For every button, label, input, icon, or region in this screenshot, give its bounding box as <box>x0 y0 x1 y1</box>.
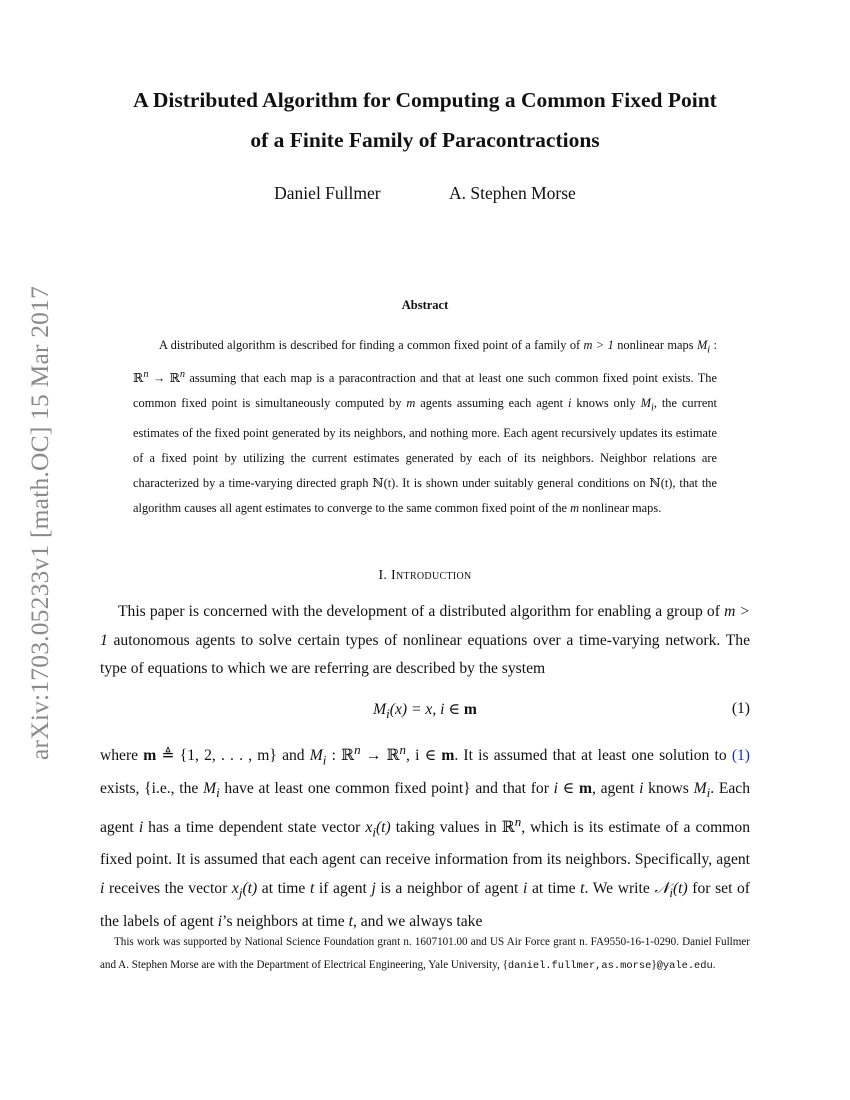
section-title: Introduction <box>391 568 472 583</box>
abstract-heading: Abstract <box>401 298 449 312</box>
section-heading <box>0 568 850 584</box>
paper-title-line-1: A Distributed Algorithm for Computing a Common Fixed Point <box>133 88 717 112</box>
footnote: This work was supported by National Science Foundation grant n. 1607101.00 and US Air Force grant n. FA9550-16-1-0290. Daniel Fullmer and A. Stephen Morse are with the Department of Electrical Engineering, Yale University, {daniel.fullmer,as.morse}@yale.edu. <box>100 936 750 973</box>
equation-reference-link[interactable]: (1) <box>731 747 750 765</box>
equation-number: (1) <box>731 700 750 717</box>
intro-paragraph-1: This paper is concerned with the development of a distributed algorithm for enabling a group of m > 1 autonomous agents to solve certain types of nonlinear equations over a time-varying network. The type of equations to which we are referring are described by the system <box>100 603 751 678</box>
equation-body: $M_i(x) = x$, i ∈ m <box>373 701 477 722</box>
author-list <box>0 181 850 205</box>
author-name: A. Stephen Morse <box>448 183 576 203</box>
paper-title-line-2: of a Finite Family of Paracontractions <box>250 128 600 152</box>
equation-1 <box>100 700 750 724</box>
arxiv-side-stamp <box>22 240 58 760</box>
arxiv-identifier: arXiv:1703.05233v1 [math.OC] 15 Mar 2017 <box>25 285 54 760</box>
intro-paragraph-2: where m ≜ {1, 2, . . . , m} and $M_i$ : ℝ$^n$ → ℝ$^n$, i ∈ m. It is assumed that at least one solution to (1) exists, {i.e., the $M_i$ have at least one common fixed point} and that for i ∈ m, agent i knows $M_i$. Each agent i has a time dependent state vector $x_i(t)$ taking values in ℝ$^n$, which is its estimate of a common fixed point. It is assumed that each agent can receive information from its neighbors. Specifically, agent i receives the vector $x_j(t)$ at time t if agent j is a neighbor of agent i at time t. We write 𝒩$_i$(t) for set of the labels of agent i’s neighbors at time t, and we always take <box>100 742 751 930</box>
abstract-body: A distributed algorithm is described for finding a common fixed point of a family of m > 1 nonlinear maps $M_i$ : ℝ$^n$ → ℝ$^n$ assuming that each map is a paracontraction and that at least one such common fixed point exists. The common fixed point is simultaneously computed by m agents assuming each agent i knows only $M_i$, the current estimates of the fixed point generated by its neighbors, and nothing more. Each agent recursively updates its estimate of a fixed point by utilizing the current estimates generated by each of its neighbors. Neighbor relations are characterized by a time-varying directed graph ℕ(t). It is shown under suitably general conditions on ℕ(t), that the algorithm causes all agent estimates to converge to the same common fixed point of the m nonlinear maps. <box>133 338 718 515</box>
section-number: I. <box>378 568 388 583</box>
author-email[interactable]: daniel.fullmer,as.morse <box>507 960 652 973</box>
author-name: Daniel Fullmer <box>274 183 381 203</box>
